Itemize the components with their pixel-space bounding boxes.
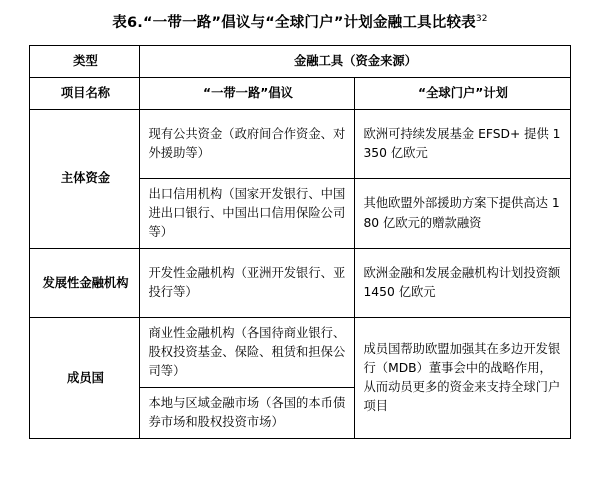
subheader-project-name-cell: 项目名称 [30,77,140,109]
table-row [30,45,570,77]
subheader-gateway-cell: “全球门户”计划 [355,77,570,109]
section-label-main-funds: 主体资金 [30,109,140,248]
cell-bri-main-1: 现有公共资金（政府间合作资金、对外援助等） [140,109,355,178]
section-label-member-states: 成员国 [30,318,140,439]
cell-bri-member-1: 商业性金融机构（各国待商业银行、股权投资基金、保险、租赁和担保公司等） [140,318,355,388]
page-title-text: 表6.“一带一路”倡议与“全球门户”计划金融工具比较表 [112,15,476,31]
page-title [0,0,600,45]
table-row [30,77,570,109]
table-row [30,109,570,178]
cell-gateway-main-1: 欧洲可持续发展基金 EFSD+ 提供 1350 亿欧元 [355,109,570,178]
cell-bri-main-2: 出口信用机构（国家开发银行、中国进出口银行、中国出口信用保险公司等） [140,178,355,248]
header-type-cell: 类型 [30,45,140,77]
table-row [30,318,570,388]
header-instruments-cell: 金融工具（资金来源） [140,45,570,77]
footnote-marker: 32 [475,14,488,25]
subheader-bri-cell: “一带一路”倡议 [140,77,355,109]
cell-gateway-member-1: 成员国帮助欧盟加强其在多边开发银行（MDB）董事会中的战略作用，从而动员更多的资金来支持全球门户项目 [355,318,570,439]
table-row [30,249,570,318]
comparison-table [29,45,570,439]
cell-bri-member-2: 本地与区域金融市场（各国的本币债券市场和股权投资市场） [140,388,355,439]
cell-gateway-main-2: 其他欧盟外部援助方案下提供高达 180 亿欧元的赠款融资 [355,178,570,248]
section-label-development-finance: 发展性金融机构 [30,249,140,318]
cell-bri-dev-1: 开发性金融机构（亚洲开发银行、亚投行等） [140,249,355,318]
cell-gateway-dev-1: 欧洲金融和发展金融机构计划投资额 1450 亿欧元 [355,249,570,318]
